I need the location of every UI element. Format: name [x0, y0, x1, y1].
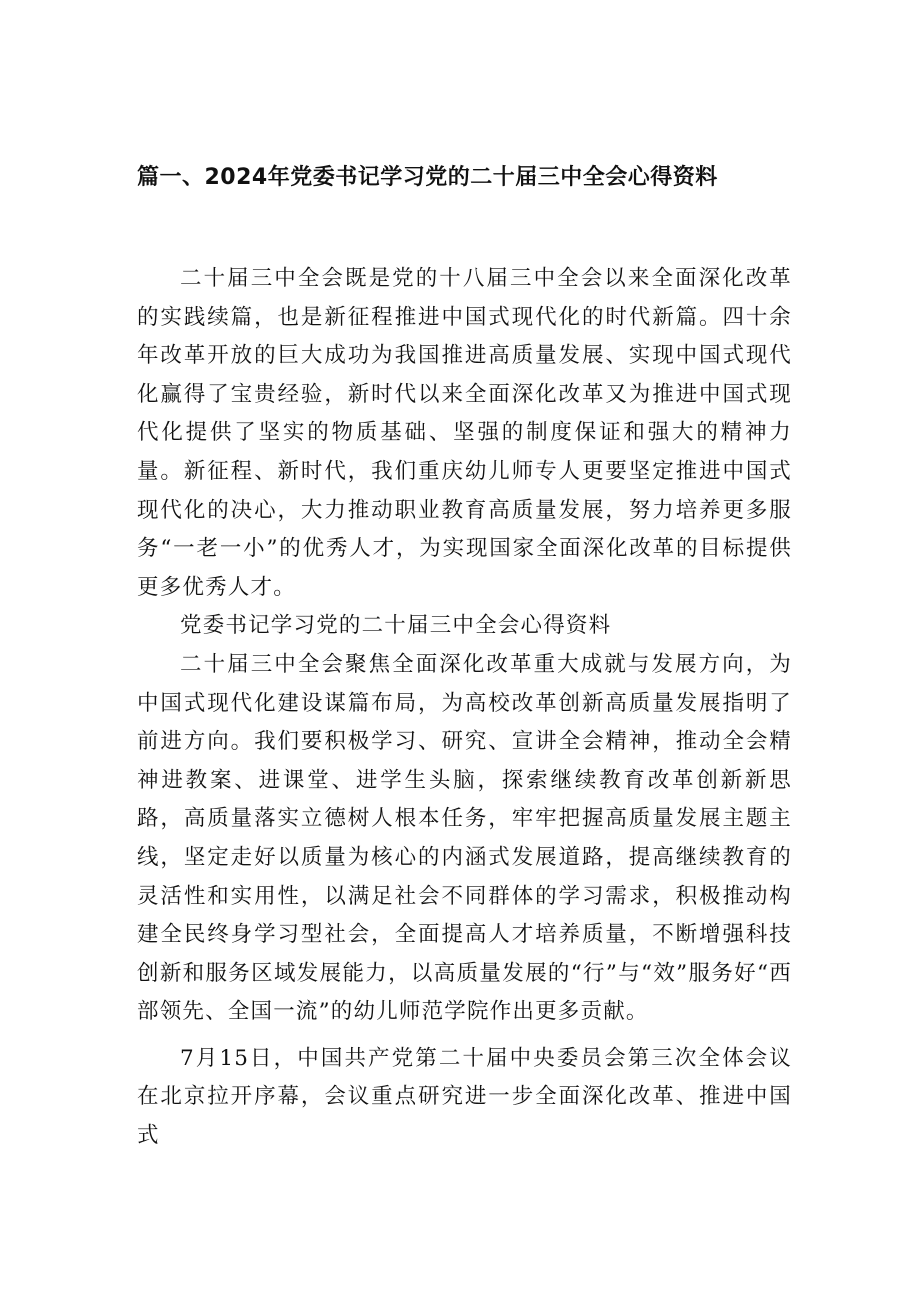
document-body — [137, 260, 792, 1156]
document-title: 篇一、2024年党委书记学习党的二十届三中全会心得资料 — [137, 165, 718, 190]
paragraph-intro: 二十届三中全会既是党的十八届三中全会以来全面深化改革的实践续篇，也是新征程推进中国式现代化的时代新篇。四十余年改革开放的巨大成功为我国推进高质量发展、实现中国式现代化赢得了宝贵经验，新时代以来全面深化改革又为推进中国式现代化提供了坚实的物质基础、坚强的制度保证和强大的精神力量。新征程、新时代，我们重庆幼儿师专人更要坚定推进中国式现代化的决心，大力推动职业教育高质量发展，努力培养更多服务“一老一小”的优秀人才，为实现国家全面深化改革的目标提供更多优秀人才。 — [137, 266, 792, 600]
paragraph-reform: 二十届三中全会聚焦全面深化改革重大成就与发展方向，为中国式现代化建设谋篇布局，为高校改革创新高质量发展指明了前进方向。我们要积极学习、研究、宣讲全会精神，推动全会精神进教案、进课堂、进学生头脑，探索继续教育改革创新新思路，高质量落实立德树人根本任务，牢牢把握高质量发展主题主线，坚定走好以质量为核心的内涵式发展道路，提高继续教育的灵活性和实用性，以满足社会不同群体的学习需求，积极推动构建全民终身学习型社会，全面提高人才培养质量，不断增强科技创新和服务区域发展能力，以高质量发展的“行”与“效”服务好“西部领先、全国一流”的幼儿师范学院作出更多贡献。 — [137, 651, 792, 1025]
paragraph-news: 7月15日，中国共产党第二十届中央委员会第三次全体会议在北京拉开序幕，会议重点研究进一步全面深化改革、推进中国式 — [137, 1045, 792, 1149]
paragraph-subheading: 党委书记学习党的二十届三中全会心得资料 — [180, 613, 612, 639]
